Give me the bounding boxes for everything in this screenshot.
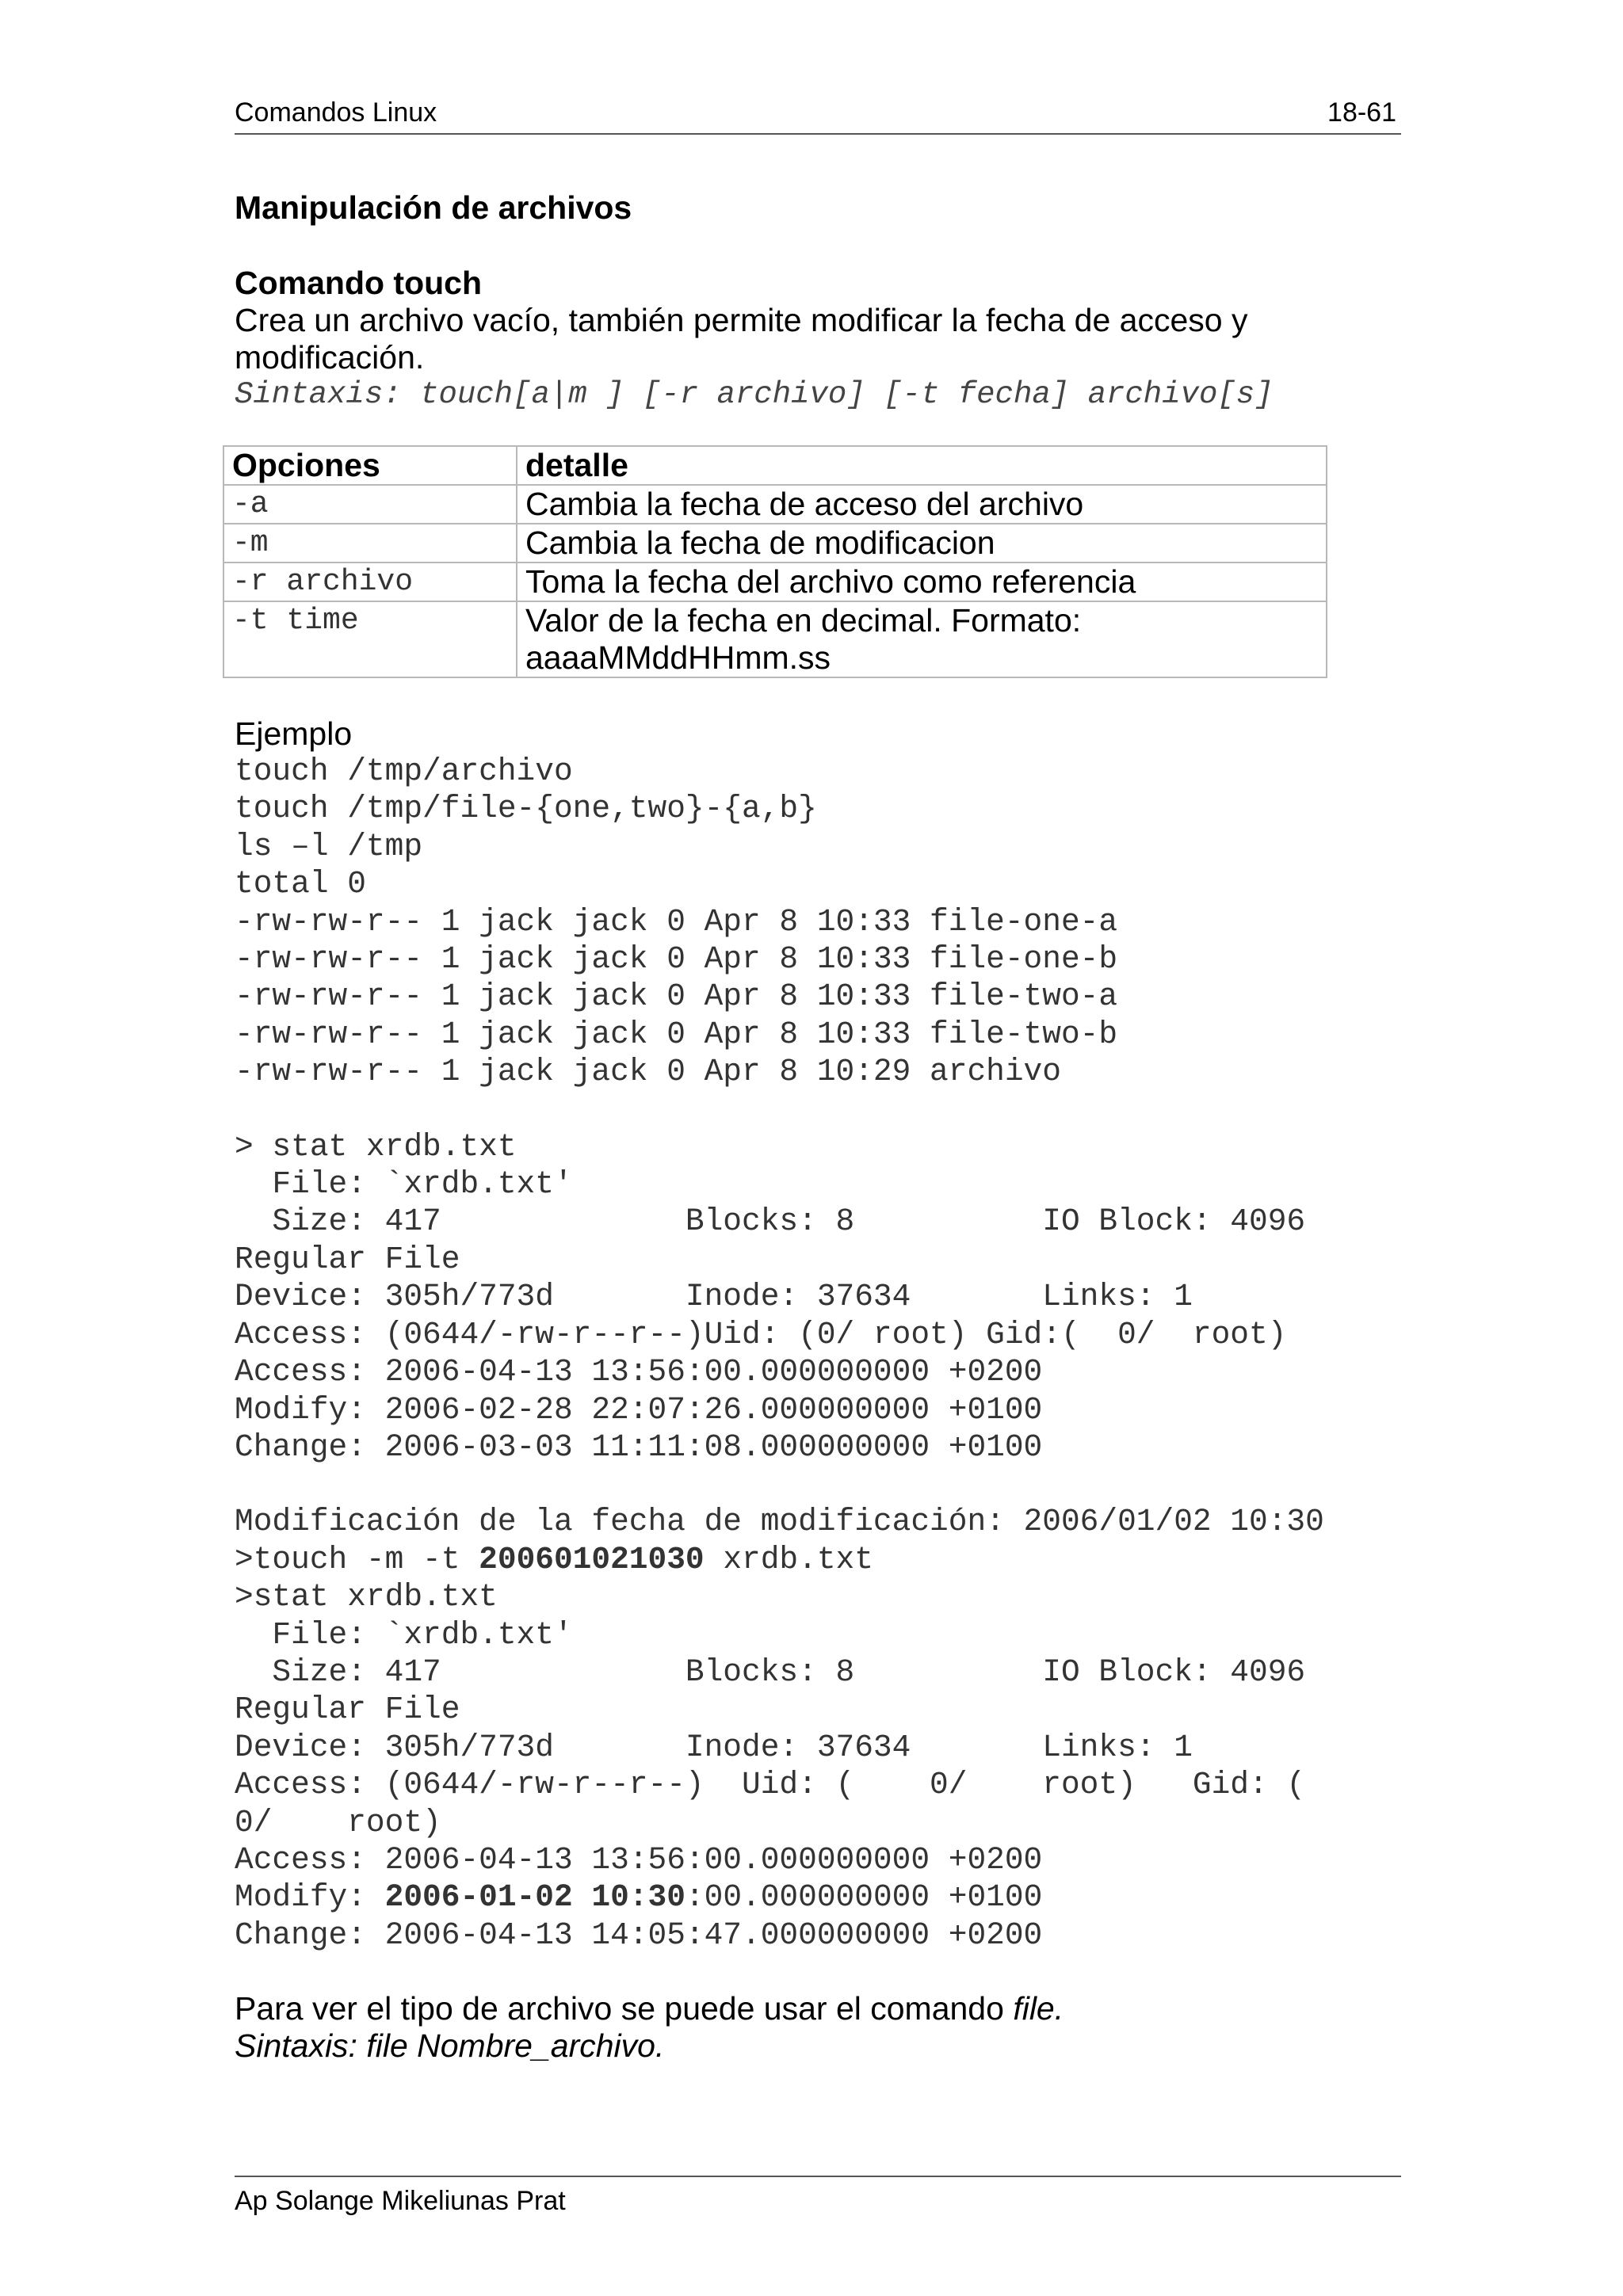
code-line: Regular File: [235, 1691, 460, 1728]
code-line: Device: 305h/773d Inode: 37634 Links: 1: [235, 1279, 1193, 1315]
code-line: -rw-rw-r-- 1 jack jack 0 Apr 8 10:33 file-one-a: [235, 903, 1118, 940]
option-cell: -t time: [223, 601, 517, 677]
option-cell: -m: [223, 524, 517, 563]
page-footer: Ap Solange Mikeliunas Prat: [235, 2176, 1401, 2217]
command-title: Comando touch: [235, 265, 483, 301]
command-description: Crea un archivo vacío, también permite modificar la fecha de acceso y modificación.: [235, 302, 1248, 376]
detail-cell: Valor de la fecha en decimal. Formato: aaaaMMddHHmm.ss: [517, 601, 1327, 677]
code-line: Size: 417 Blocks: 8 IO Block: 4096: [272, 1653, 1306, 1690]
detail-cell: Toma la fecha del archivo como referencia: [517, 563, 1327, 601]
example-code-block-3: [235, 1503, 1423, 1954]
code-line: Modify: 2006-02-28 22:07:26.000000000 +0100: [235, 1391, 1043, 1428]
header-title: Comandos Linux: [235, 97, 437, 128]
code-line: Modify:: [235, 1879, 385, 1916]
code-line: Access: (0644/-rw-r--r--) Uid: ( 0/ root) Gid: (: [235, 1767, 1306, 1803]
detail-cell: Cambia la fecha de acceso del archivo: [517, 485, 1327, 524]
closing-line-2: Sintaxis: file Nombre_archivo.: [235, 2027, 665, 2065]
code-line: -rw-rw-r-- 1 jack jack 0 Apr 8 10:29 archivo: [235, 1054, 1061, 1090]
option-cell: -a: [223, 485, 517, 524]
page-number: 18-61: [1327, 97, 1396, 128]
code-line: -rw-rw-r-- 1 jack jack 0 Apr 8 10:33 file-one-b: [235, 941, 1118, 978]
table-row: [223, 601, 1327, 677]
code-line: >stat xrdb.txt: [235, 1579, 498, 1615]
code-bold-value: 200601021030: [479, 1541, 705, 1577]
code-line: Modificación de la fecha de modificación: 2006/01/02 10:30: [235, 1504, 1324, 1540]
table-header-options: Opciones: [223, 446, 517, 485]
code-line: -rw-rw-r-- 1 jack jack 0 Apr 8 10:33 file-two-b: [235, 1016, 1118, 1052]
closing-line-1: [235, 1990, 1423, 2027]
file-command-name: file.: [1013, 1990, 1064, 2027]
code-line: Size: 417 Blocks: 8 IO Block: 4096: [272, 1203, 1306, 1240]
code-bold-value: 2006-01-02 10:30: [384, 1879, 685, 1916]
code-line: Access: 2006-04-13 13:56:00.000000000 +0200: [235, 1354, 1043, 1390]
closing-text: [235, 1990, 1423, 2065]
code-line: Device: 305h/773d Inode: 37634 Links: 1: [235, 1729, 1193, 1765]
code-line: Access: 2006-04-13 13:56:00.000000000 +0200: [235, 1841, 1043, 1878]
code-line: touch /tmp/archivo: [235, 753, 573, 789]
code-line: Change: 2006-03-03 11:11:08.000000000 +0100: [235, 1428, 1043, 1465]
detail-cell: Cambia la fecha de modificacion: [517, 524, 1327, 563]
code-line: 0/ root): [235, 1804, 441, 1840]
table-row: [223, 524, 1327, 563]
code-line: total 0: [235, 866, 366, 902]
section-title: Manipulación de archivos: [235, 189, 632, 226]
code-line: Access: (0644/-rw-r--r--)Uid: (0/ root) Gid:( 0/ root): [235, 1316, 1287, 1352]
closing-text-span: Para ver el tipo de archivo se puede usar el comando: [235, 1990, 1014, 2027]
code-line: touch /tmp/file-{one,two}-{a,b}: [235, 791, 817, 827]
code-line: File: `xrdb.txt': [272, 1166, 573, 1203]
code-lines: [235, 1579, 1305, 1878]
example-label: Ejemplo: [235, 715, 353, 752]
code-line: :00.000000000 +0100: [685, 1879, 1043, 1916]
page-header: [235, 97, 1401, 135]
code-line: Regular File: [235, 1241, 460, 1277]
options-table: [223, 445, 1327, 678]
code-line: >touch -m -t: [235, 1541, 479, 1577]
code-line: > stat xrdb.txt: [235, 1128, 517, 1165]
option-cell: -r archivo: [223, 563, 517, 601]
table-row: [223, 563, 1327, 601]
table-row: [223, 485, 1327, 524]
table-header-detail: detalle: [517, 446, 1327, 485]
code-line: xrdb.txt: [704, 1541, 873, 1577]
command-syntax: Sintaxis: touch[a|m ] [-r archivo] [-t fecha] archivo[s]: [235, 377, 1274, 412]
code-line: -rw-rw-r-- 1 jack jack 0 Apr 8 10:33 file-two-a: [235, 978, 1118, 1015]
page-content: [232, 189, 1423, 2065]
code-line: File: `xrdb.txt': [272, 1616, 573, 1653]
code-line: Change: 2006-04-13 14:05:47.000000000 +0200: [235, 1917, 1043, 1953]
table-header-row: [223, 446, 1327, 485]
example-code-block-1: [235, 753, 1423, 1091]
example-code-block-2: [235, 1128, 1423, 1466]
code-line: ls –l /tmp: [235, 828, 423, 864]
